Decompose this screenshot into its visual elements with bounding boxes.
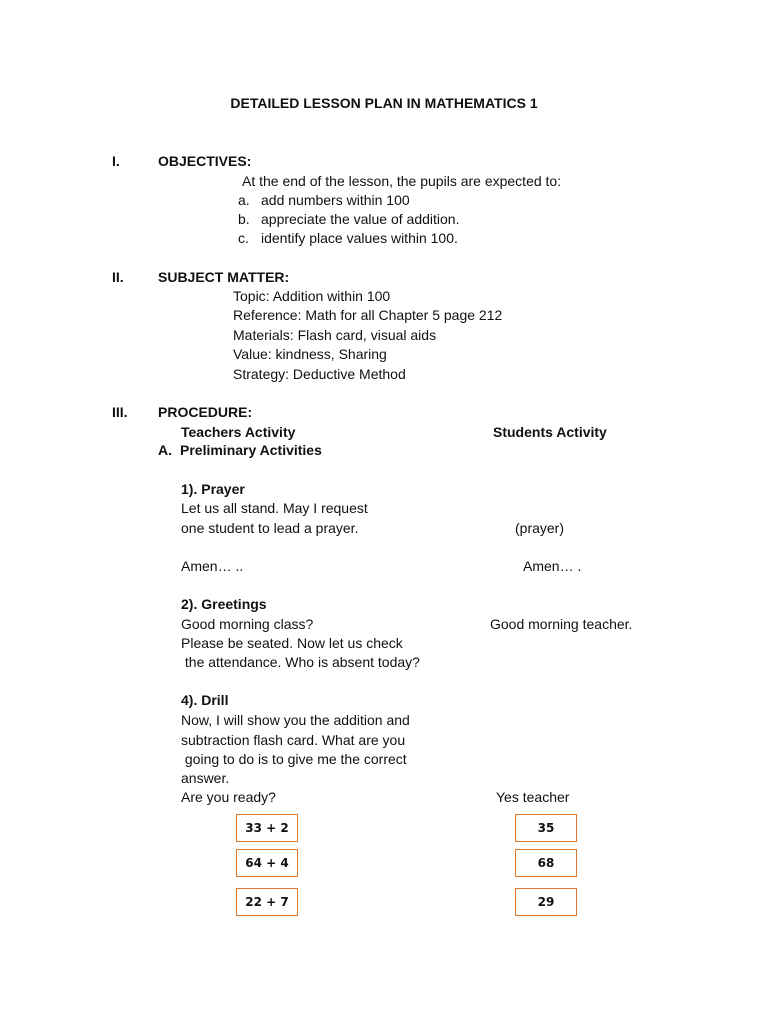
objectives-intro: At the end of the lesson, the pupils are expected to: (242, 173, 562, 189)
document-title: DETAILED LESSON PLAN IN MATHEMATICS 1 (230, 95, 538, 111)
objectives-heading: OBJECTIVES: (158, 153, 252, 169)
prayer-teacher-amen: Amen… .. (181, 558, 244, 574)
drill-student-response: Yes teacher (496, 789, 570, 805)
flash-card-question: 22 + 7 (236, 888, 298, 916)
prayer-heading: 1). Prayer (181, 481, 245, 497)
flash-card-answer: 35 (515, 814, 577, 842)
objectives-numeral: I. (112, 153, 120, 169)
greetings-teacher-line: the attendance. Who is absent today? (181, 654, 420, 670)
students-activity-header: Students Activity (493, 424, 607, 440)
subject-matter-value: Value: kindness, Sharing (233, 346, 387, 362)
drill-teacher-line: subtraction flash card. What are you (181, 732, 406, 748)
greetings-teacher-line: Please be seated. Now let us check (181, 635, 403, 651)
drill-teacher-line: Now, I will show you the addition and (181, 712, 410, 728)
subject-matter-materials: Materials: Flash card, visual aids (233, 327, 437, 343)
subject-matter-reference: Reference: Math for all Chapter 5 page 212 (233, 307, 503, 323)
flash-card-answer: 68 (515, 849, 577, 877)
subject-matter-strategy: Strategy: Deductive Method (233, 366, 406, 382)
greetings-teacher-line: Good morning class? (181, 616, 314, 632)
prayer-student-response: (prayer) (515, 520, 565, 536)
objective-marker: b. (238, 211, 250, 227)
drill-teacher-line: going to do is to give me the correct (181, 751, 407, 767)
prayer-teacher-line: one student to lead a prayer. (181, 520, 359, 536)
section-a-title: Preliminary Activities (180, 442, 322, 458)
flash-card-question: 33 + 2 (236, 814, 298, 842)
greetings-student-response: Good morning teacher. (490, 616, 633, 632)
section-a-marker: A. (158, 442, 172, 458)
procedure-heading: PROCEDURE: (158, 404, 253, 420)
flash-card-question: 64 + 4 (236, 849, 298, 877)
prayer-teacher-line: Let us all stand. May I request (181, 500, 368, 516)
prayer-student-amen: Amen… . (523, 558, 582, 574)
drill-heading: 4). Drill (181, 692, 229, 708)
objective-marker: a. (238, 192, 250, 208)
drill-teacher-line: answer. (181, 770, 230, 786)
subject-matter-numeral: II. (112, 269, 124, 285)
objective-item: appreciate the value of addition. (261, 211, 460, 227)
subject-matter-heading: SUBJECT MATTER: (158, 269, 290, 285)
procedure-numeral: III. (112, 404, 128, 420)
objective-item: add numbers within 100 (261, 192, 410, 208)
flash-card-answer: 29 (515, 888, 577, 916)
greetings-heading: 2). Greetings (181, 596, 267, 612)
subject-matter-topic: Topic: Addition within 100 (233, 288, 391, 304)
objective-marker: c. (238, 230, 249, 246)
teachers-activity-header: Teachers Activity (181, 424, 296, 440)
drill-teacher-line: Are you ready? (181, 789, 276, 805)
objective-item: identify place values within 100. (261, 230, 458, 246)
